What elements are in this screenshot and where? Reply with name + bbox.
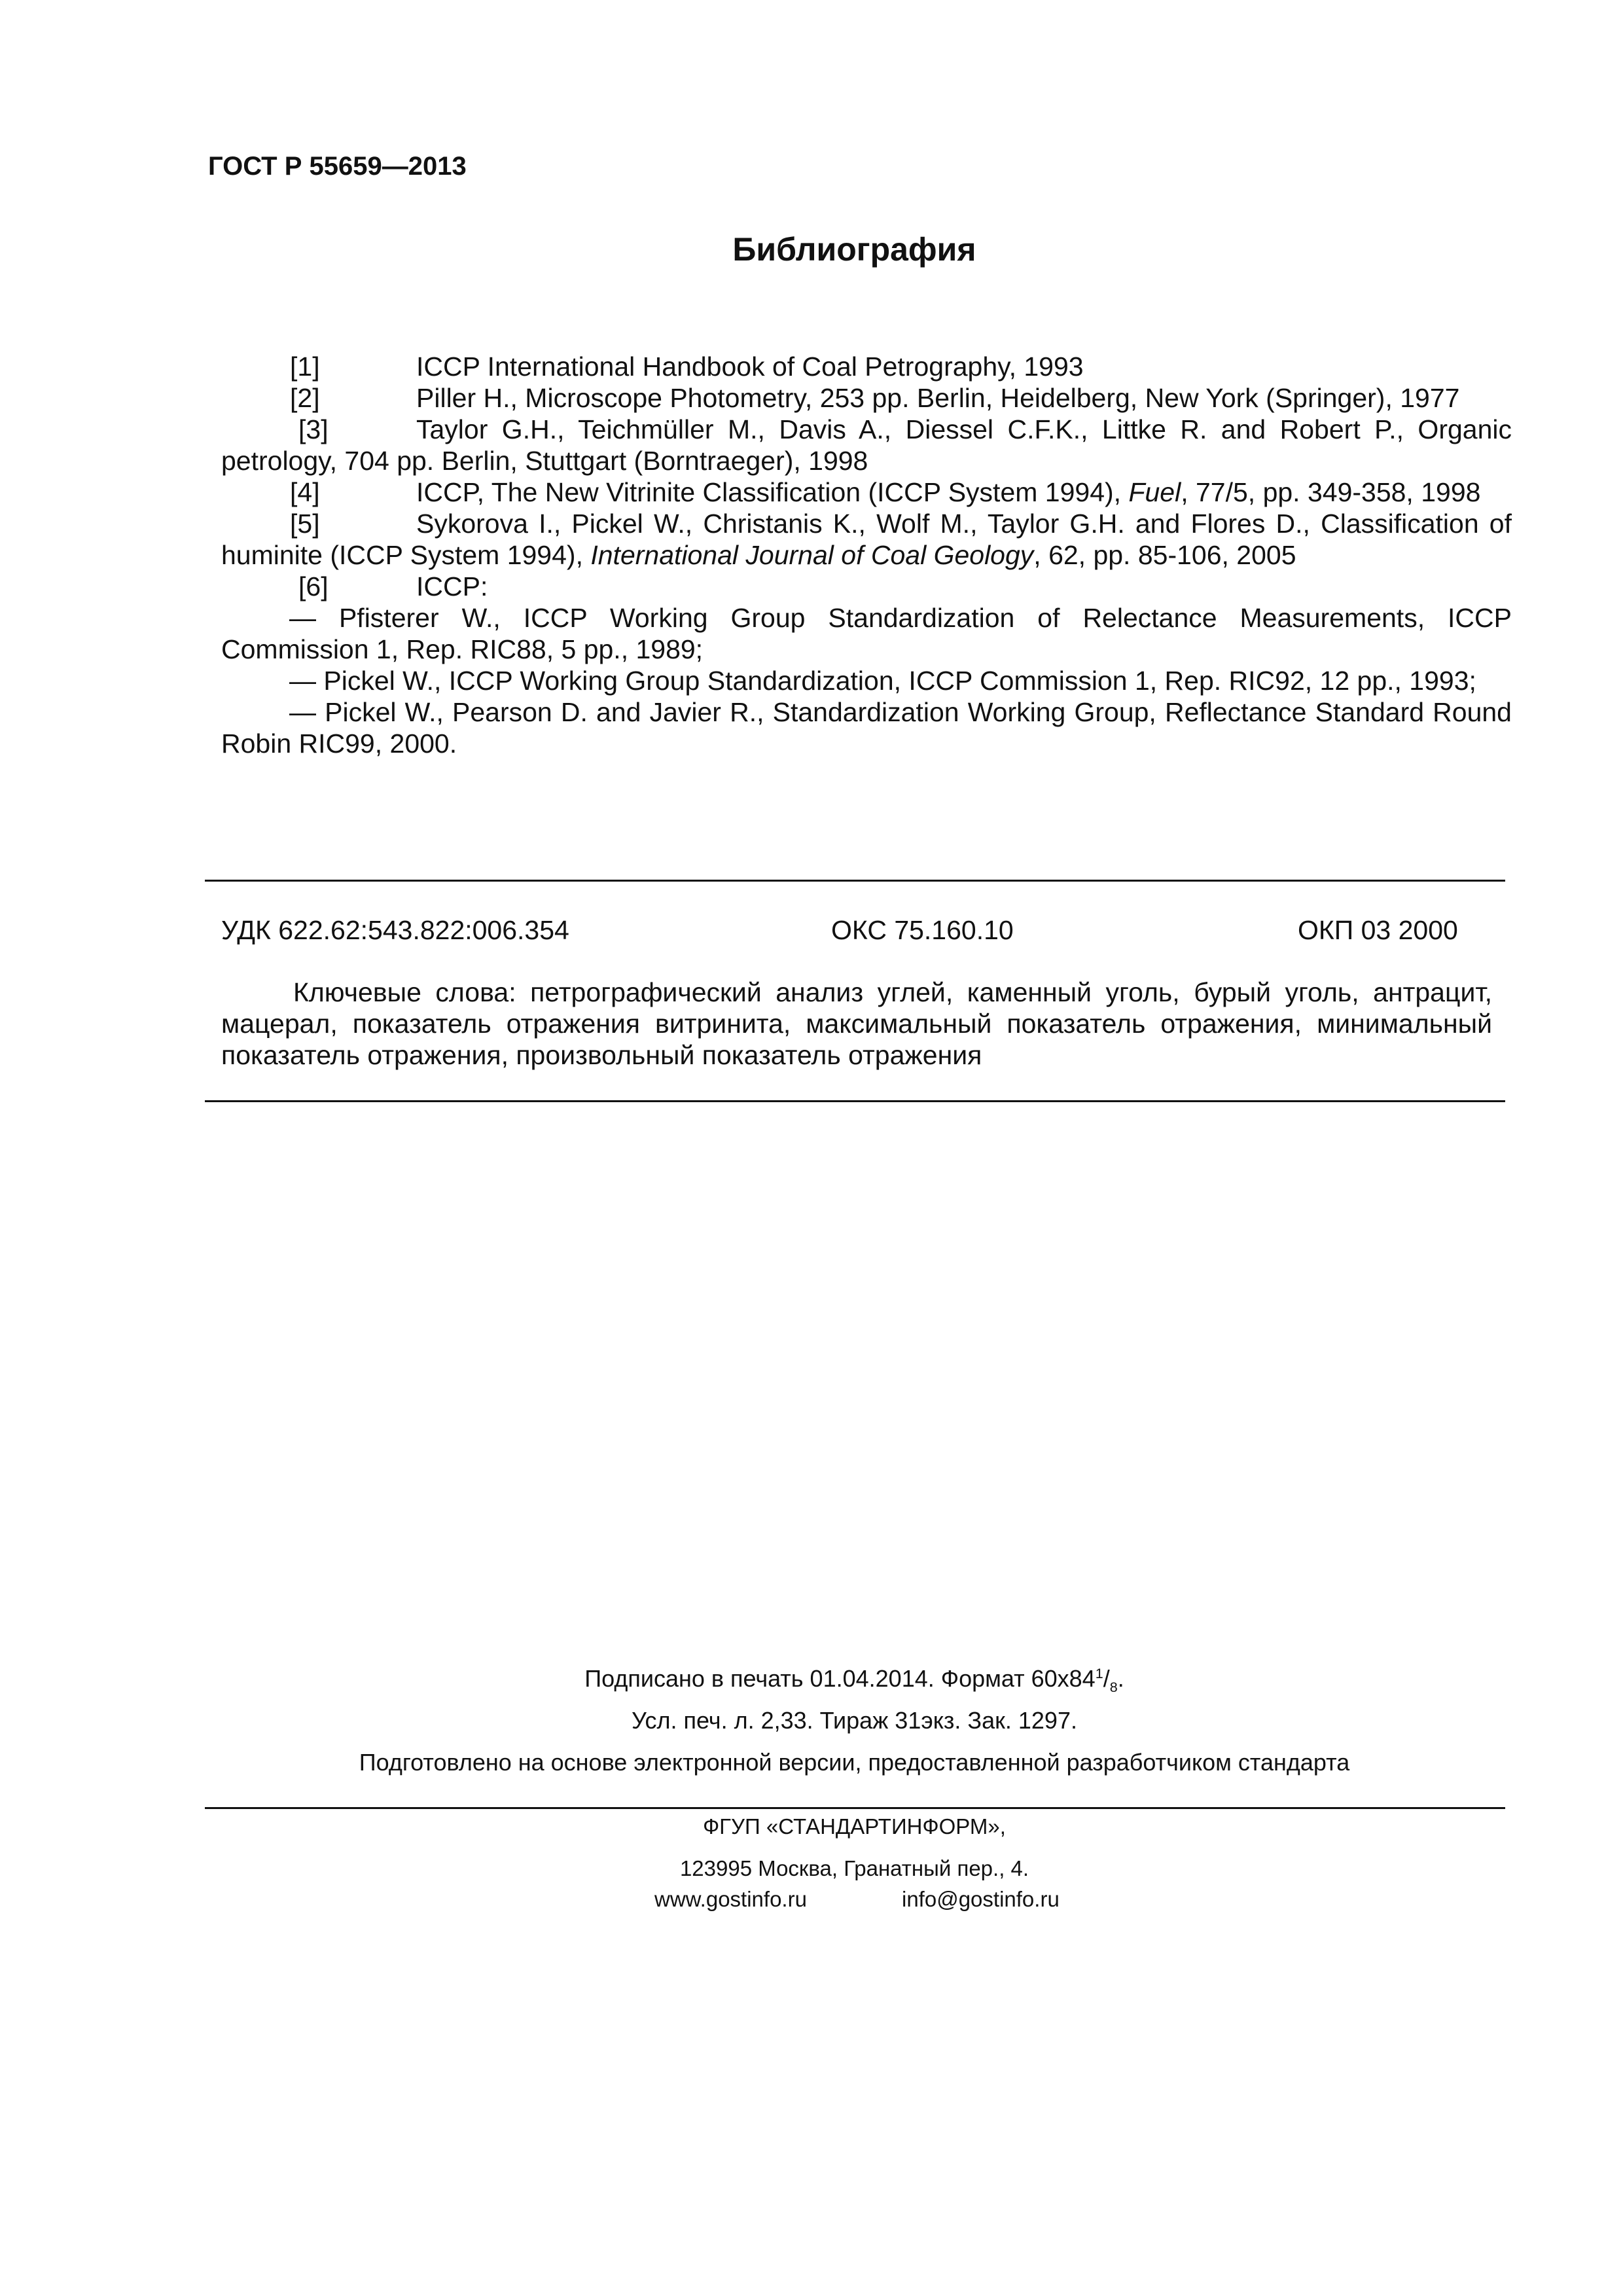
bib-entry-number: [5] — [290, 509, 320, 539]
bib-entry-text: Taylor G.H., Teichmüller M., Davis A., Diessel C.F.K., Littke R. and Robert P., Organic petrology, 704 pp. Berlin, Stuttgart (Borntraeger), 1998 — [221, 414, 1512, 476]
bib-entry-text: Piller H., Microscope Photometry, 253 pp. Berlin, Heidelberg, New York (Springer), 1977 — [416, 383, 1460, 413]
bib-entry-text: ICCP International Handbook of Coal Petrography, 1993 — [416, 351, 1084, 382]
bib-entry-text-tail: , 62, pp. 85-106, 2005 — [1033, 540, 1296, 570]
bib-sub-entry-2: — Pickel W., ICCP Working Group Standardization, ICCP Commission 1, Rep. RIC92, 12 pp., 1993; — [289, 666, 1476, 696]
imprint-publisher: ФГУП «СТАНДАРТИНФОРМ», — [703, 1814, 1006, 1839]
bib-entry-3 — [221, 414, 1512, 476]
divider-keywords — [205, 1100, 1505, 1102]
okp-code: ОКП 03 2000 — [1298, 915, 1458, 945]
bibliography-title: Библиография — [732, 231, 976, 268]
bib-sub-entry-1: — Pfisterer W., ICCP Working Group Standardization of Relectance Measurements, ICCP Commission 1, Rep. RIC88, 5 pp., 1989; — [221, 603, 1512, 664]
imprint-website: www.gostinfo.ru — [654, 1887, 807, 1911]
bib-entry-text: ICCP, The New Vitrinite Classification (ICCP System 1994), — [416, 477, 1129, 507]
oks-code: ОКС 75.160.10 — [831, 915, 1014, 945]
imprint-signed-text: Подписано в печать 01.04.2014. Формат 60x84 — [584, 1665, 1096, 1692]
bib-entry-1 — [221, 351, 1512, 382]
bib-entry-4 — [221, 476, 1512, 508]
bib-entry-journal: Fuel — [1128, 477, 1181, 507]
imprint-prepared: Подготовлено на основе электронной версии, предоставленной разработчиком стандарта — [359, 1749, 1350, 1776]
bib-entry-text: Sykorova I., Pickel W., Christanis K., Wolf M., Taylor G.H. and Flores D., Classification of huminite (ICCP System 1994), — [221, 509, 1512, 570]
format-end: . — [1117, 1665, 1124, 1692]
divider-top — [205, 880, 1505, 882]
bib-entry-journal: International Journal of Coal Geology — [590, 540, 1034, 570]
format-numerator: 1 — [1095, 1665, 1103, 1681]
bib-entry-number: [6] — [298, 571, 329, 601]
imprint-print-info: Усл. печ. л. 2,33. Тираж 31экз. Зак. 1297. — [632, 1707, 1077, 1734]
bib-entry-number: [1] — [290, 351, 320, 382]
document-code: ГОСТ Р 55659—2013 — [208, 152, 467, 181]
imprint-email: info@gostinfo.ru — [902, 1887, 1060, 1911]
bib-entry-number: [2] — [290, 383, 320, 413]
bib-entry-text-tail: , 77/5, pp. 349-358, 1998 — [1181, 477, 1481, 507]
bib-entry-6 — [221, 571, 1512, 602]
bib-entry-number: [4] — [290, 477, 320, 507]
bib-sub-entry-3: — Pickel W., Pearson D. and Javier R., Standardization Working Group, Reflectance Standard Round Robin RIC99, 2000. — [221, 697, 1512, 759]
bib-entry-number: [3] — [298, 414, 329, 444]
udk-code: УДК 622.62:543.822:006.354 — [221, 915, 569, 945]
bib-entry-2 — [221, 382, 1512, 414]
keywords-text: Ключевые слова: петрографический анализ углей, каменный уголь, бурый уголь, антрацит, мацерал, показатель отражения витринита, максимальный показатель отражения, минимальный показатель отражения, произвольный показатель отражения — [221, 977, 1492, 1070]
imprint-address: 123995 Москва, Гранатный пер., 4. — [679, 1856, 1029, 1880]
bib-entry-text: ICCP: — [416, 571, 488, 601]
bibliography-list — [221, 351, 1512, 759]
imprint-signed: Подписано в печать 01.04.2014. Формат $60x84^1/_8$. — [584, 1665, 1124, 1696]
divider-imprint — [205, 1807, 1505, 1809]
format-denominator: 8 — [1109, 1679, 1118, 1696]
bib-entry-5 — [221, 508, 1512, 571]
keywords-block — [221, 977, 1492, 1071]
